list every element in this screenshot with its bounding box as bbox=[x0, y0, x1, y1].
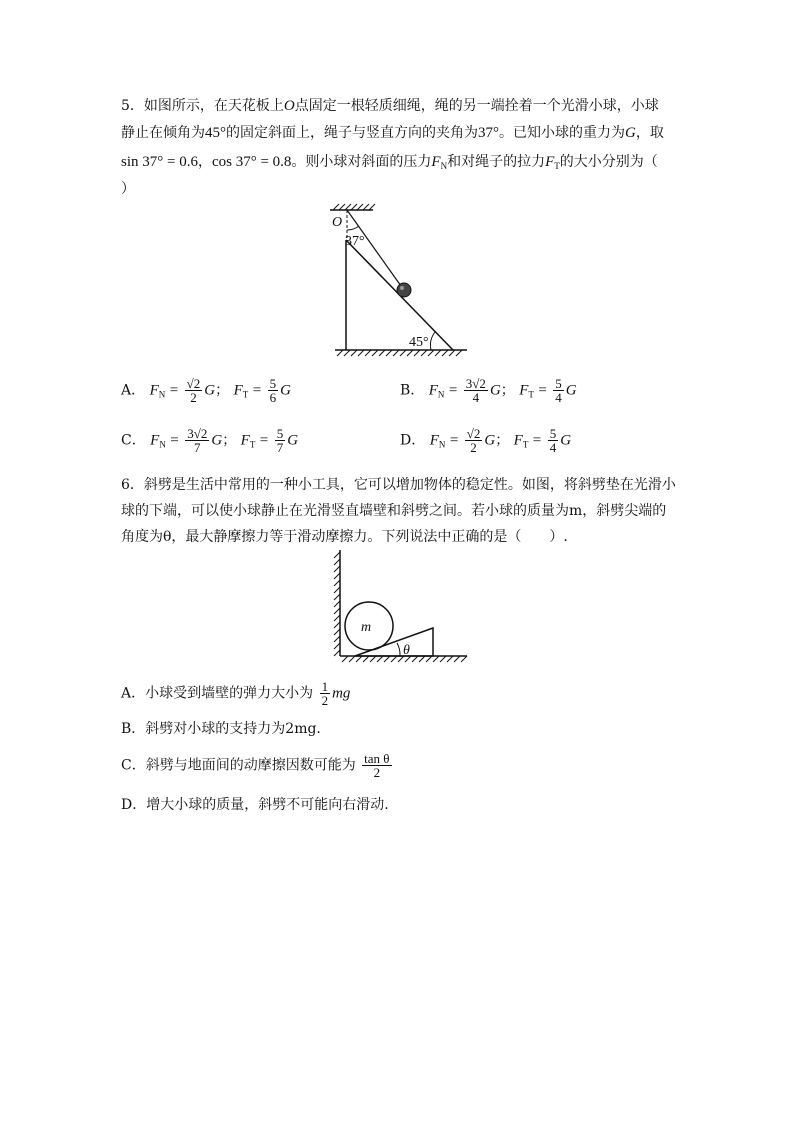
ft-fraction bbox=[275, 427, 286, 454]
sin-value: sin 37° = 0.6 bbox=[121, 154, 198, 170]
g-symbol: G bbox=[565, 382, 577, 399]
ft-symbol: F bbox=[513, 432, 523, 449]
option-text: B．斜劈对小球的支持力为2mg. bbox=[121, 721, 321, 737]
ft-symbol: F bbox=[233, 382, 243, 399]
o-label: O bbox=[332, 215, 343, 230]
denominator: 2 bbox=[321, 693, 329, 708]
ft-fraction bbox=[553, 377, 564, 404]
equals: = bbox=[449, 432, 459, 449]
q5-line-3: sin 37° = 0.6，cos 37° = 0.8。则小球对斜面的压力$F_N$和对绳子的拉力$F_T$的大小分别为（ bbox=[121, 154, 658, 171]
q5-figure bbox=[325, 200, 475, 360]
fn-fraction bbox=[185, 377, 203, 404]
option-letter: C． bbox=[121, 432, 146, 449]
gravity-symbol: G bbox=[625, 125, 636, 141]
ft-symbol: F bbox=[240, 432, 250, 449]
ft-fraction bbox=[268, 377, 279, 404]
fn-symbol: F bbox=[150, 432, 160, 449]
option-letter: B． bbox=[400, 382, 425, 399]
fn-fraction bbox=[465, 427, 483, 454]
q5-text: 的大小分别为（ bbox=[559, 154, 658, 170]
denominator: 4 bbox=[549, 440, 557, 455]
q5-line-1 bbox=[121, 97, 659, 115]
separator: ； bbox=[495, 432, 510, 449]
angle-37-arc bbox=[347, 226, 359, 230]
tan-fraction bbox=[362, 752, 391, 779]
q5-option-b[interactable] bbox=[400, 377, 577, 404]
g-symbol: G bbox=[560, 432, 572, 449]
denominator: 4 bbox=[555, 390, 562, 405]
q5-text: ，取 bbox=[635, 125, 664, 141]
theta-arc bbox=[397, 643, 400, 656]
ft-subscript: T bbox=[554, 161, 560, 171]
numerator: 1 bbox=[321, 679, 329, 694]
q5-text: 的固定斜面上，绳子与竖直方向的夹角为 bbox=[226, 125, 478, 141]
numerator: 3√2 bbox=[465, 376, 486, 391]
ft-subscript: T bbox=[249, 439, 256, 450]
option-text: D．增大小球的质量，斜劈不可能向右滑动. bbox=[121, 797, 389, 813]
ft-fraction bbox=[548, 427, 559, 454]
denominator: 6 bbox=[269, 390, 277, 405]
fn-symbol: F bbox=[429, 432, 439, 449]
q5-text: 点固定一根轻质细绳，绳的另一端拴着一个光滑小球，小球 bbox=[294, 98, 659, 114]
g-symbol: G bbox=[287, 432, 299, 449]
equals: = bbox=[538, 382, 547, 399]
fn-subscript: N bbox=[158, 389, 166, 400]
option-letter: D． bbox=[400, 432, 426, 449]
numerator: √2 bbox=[466, 426, 481, 441]
ground-hatch bbox=[337, 350, 462, 356]
q5-text: 5．如图所示，在天花板上 bbox=[121, 98, 284, 114]
q5-line-4 bbox=[121, 180, 135, 198]
fn-subscript: N bbox=[437, 389, 445, 400]
angle-37-label: 37° bbox=[345, 234, 365, 249]
q5-text: 。已知小球的重力为 bbox=[499, 125, 625, 141]
q6-option-a[interactable] bbox=[121, 680, 350, 707]
q5-text: 和对绳子的拉力 bbox=[447, 154, 546, 170]
denominator: 2 bbox=[470, 440, 477, 455]
ft-subscript: T bbox=[528, 389, 534, 400]
fn-subscript: N bbox=[159, 439, 166, 450]
q5-text: ） bbox=[121, 181, 135, 197]
fn-subscript: N bbox=[440, 161, 448, 171]
g-symbol: G bbox=[211, 432, 223, 449]
denominator: 7 bbox=[194, 440, 201, 455]
q5-option-a[interactable] bbox=[121, 377, 291, 404]
fn-fraction bbox=[185, 427, 209, 454]
numerator: 5 bbox=[549, 426, 557, 441]
numerator: 5 bbox=[555, 376, 562, 391]
numerator: 5 bbox=[276, 426, 284, 441]
g-symbol: G bbox=[484, 432, 496, 449]
fn-fraction bbox=[464, 377, 488, 404]
q6-option-c[interactable] bbox=[121, 752, 394, 779]
equals: = bbox=[252, 382, 262, 399]
fn-symbol: F bbox=[431, 154, 441, 170]
separator: ； bbox=[222, 432, 237, 449]
q5-text: 静止在倾角为 bbox=[121, 125, 205, 141]
numerator: 3√2 bbox=[187, 426, 208, 441]
angle-45-arc bbox=[430, 332, 435, 350]
q6-line-3 bbox=[121, 528, 568, 546]
q6-text: 6．斜劈是生活中常用的一种小工具，它可以增加物体的稳定性。如图，将斜劈垫在光滑小 bbox=[121, 477, 676, 493]
q5-option-d[interactable] bbox=[400, 427, 571, 454]
q5-text: 。则小球对斜面的压力 bbox=[291, 154, 432, 170]
q5-option-c[interactable] bbox=[121, 427, 298, 454]
numerator: tan θ bbox=[364, 751, 390, 766]
equals: = bbox=[448, 382, 458, 399]
ft-subscript: T bbox=[522, 439, 529, 450]
fn-symbol: F bbox=[428, 382, 438, 399]
denominator: 7 bbox=[276, 440, 284, 455]
q6-text: 角度为θ，最大静摩擦力等于滑动摩擦力。下列说法中正确的是（ ）. bbox=[121, 529, 568, 545]
ft-symbol: F bbox=[519, 382, 529, 399]
q6-text: 球的下端，可以使小球静止在光滑竖直墙壁和斜劈之间。若小球的质量为m，斜劈尖端的 bbox=[121, 503, 667, 519]
q6-figure bbox=[325, 548, 475, 673]
angle-37-value: 37° bbox=[478, 125, 499, 141]
denominator: 4 bbox=[472, 390, 480, 405]
ft-symbol: F bbox=[545, 154, 555, 170]
theta-label: θ bbox=[403, 643, 410, 658]
ceiling-hatch bbox=[333, 204, 375, 210]
q6-line-2 bbox=[121, 502, 666, 520]
numerator: 5 bbox=[269, 376, 277, 391]
equals: = bbox=[170, 432, 179, 449]
equals: = bbox=[532, 432, 542, 449]
separator: ； bbox=[500, 382, 515, 399]
ball-highlight bbox=[400, 286, 404, 290]
g-symbol: G bbox=[280, 382, 291, 399]
q6-option-b[interactable] bbox=[121, 718, 321, 738]
point-o-label: O bbox=[283, 98, 295, 114]
q6-option-d[interactable] bbox=[121, 794, 389, 814]
option-text: C．斜劈与地面间的动摩擦因数可能为 bbox=[121, 757, 356, 774]
fn-subscript: N bbox=[438, 439, 446, 450]
option-letter: A． bbox=[121, 382, 146, 399]
angle-45-value: 45° bbox=[205, 125, 226, 141]
wall-hatch bbox=[334, 552, 340, 656]
cos-value: cos 37° = 0.8 bbox=[211, 154, 292, 170]
numerator: √2 bbox=[186, 376, 201, 391]
separator: ； bbox=[215, 382, 230, 399]
mg-symbol: mg bbox=[332, 685, 351, 702]
equals: = bbox=[259, 432, 269, 449]
angle-45-label: 45° bbox=[409, 335, 429, 350]
g-symbol: G bbox=[204, 382, 216, 399]
ball bbox=[397, 283, 411, 297]
fn-symbol: F bbox=[149, 382, 159, 399]
q6-line-1 bbox=[121, 476, 676, 494]
mass-label: m bbox=[361, 620, 372, 635]
denominator: 2 bbox=[373, 765, 381, 780]
equals: = bbox=[169, 382, 179, 399]
g-symbol: G bbox=[489, 382, 501, 399]
half-fraction bbox=[320, 680, 331, 707]
option-text: A．小球受到墙壁的弹力大小为 bbox=[121, 685, 314, 702]
ft-subscript: T bbox=[242, 389, 249, 400]
denominator: 2 bbox=[190, 390, 197, 405]
q5-line-2 bbox=[121, 124, 664, 142]
